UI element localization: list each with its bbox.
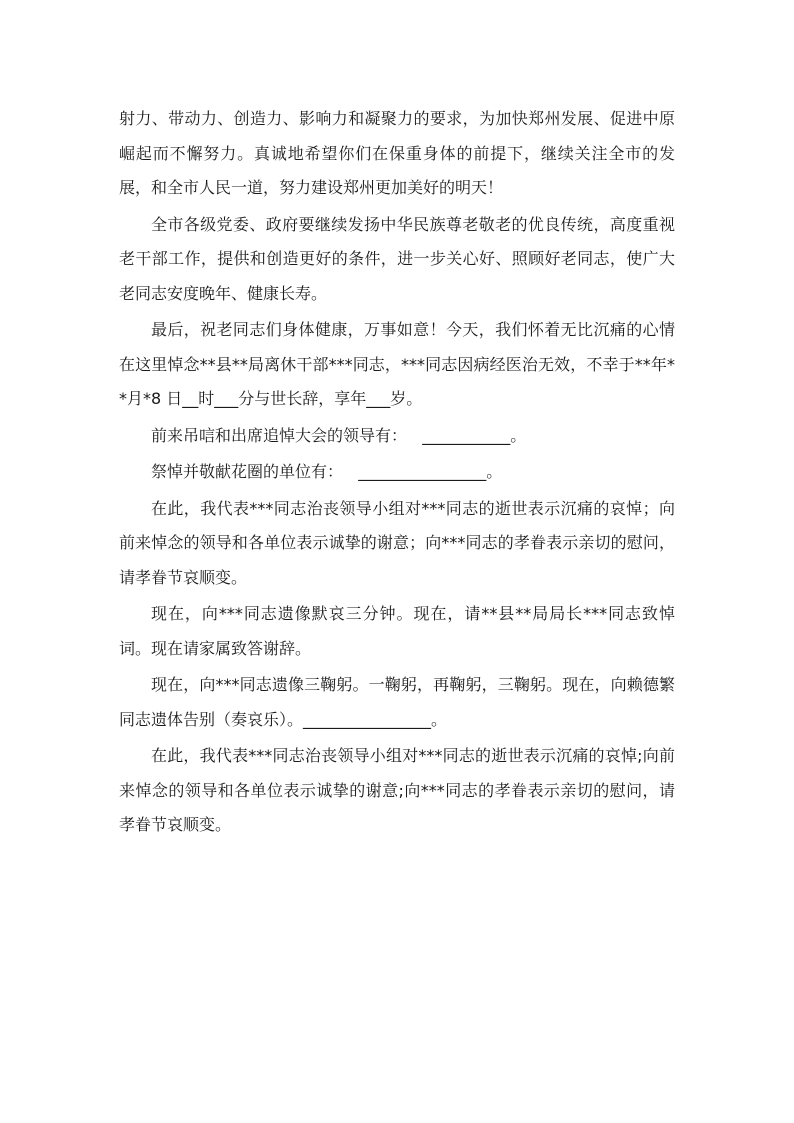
- paragraph-1: 射力、带动力、创造力、影响力和凝聚力的要求，为加快郑州发展、促进中原崛起而不懈努力。真诚地希望你们在保重身体的前提下，继续关注全市的发展，和全市人民一道，努力建设郑州更加美好的明天！: [119, 109, 675, 197]
- paragraph-4: 前来吊唁和出席追悼大会的领导有： ___________。: [151, 425, 527, 445]
- paragraph-2: 全市各级党委、政府要继续发扬中华民族尊老敬老的优良传统，高度重视老干部工作，提供和创造更好的条件，进一步关心好、照顾好老同志，使广大老同志安度晚年、健康长寿。: [119, 214, 675, 303]
- paragraph-9: 在此，我代表***同志治丧领导小组对***同志的逝世表示沉痛的哀悼;向前来悼念的领导和各单位表示诚挚的谢意;向***同志的孝眷表示亲切的慰问，请孝眷节哀顺变。: [119, 746, 675, 834]
- paragraph-5: 祭悼并敬献花圈的单位有： ________________。: [151, 462, 503, 481]
- paragraph-6: 在此，我代表***同志治丧领导小组对***同志的逝世表示沉痛的哀悼；向前来悼念的领导和各单位表示诚挚的谢意；向***同志的孝眷表示亲切的慰问，请孝眷节哀顺变。: [119, 498, 675, 587]
- paragraph-7: 现在，向***同志遗像默哀三分钟。现在，请**县**局局长***同志致悼词。现在请家属致答谢辞。: [119, 604, 675, 658]
- paragraph-8: 现在，向***同志遗像三鞠躬。一鞠躬，再鞠躬，三鞠躬。现在，向赖德繁同志遗体告别（奏哀乐）。________________。: [119, 675, 675, 729]
- document-body: [119, 102, 675, 843]
- paragraph-3: 最后，祝老同志们身体健康，万事如意！今天，我们怀着无比沉痛的心情在这里悼念**县**局离休干部***同志，***同志因病经医治无效，不幸于**年**月*8 日__时___分与世长辞，享年___岁。: [119, 320, 675, 408]
